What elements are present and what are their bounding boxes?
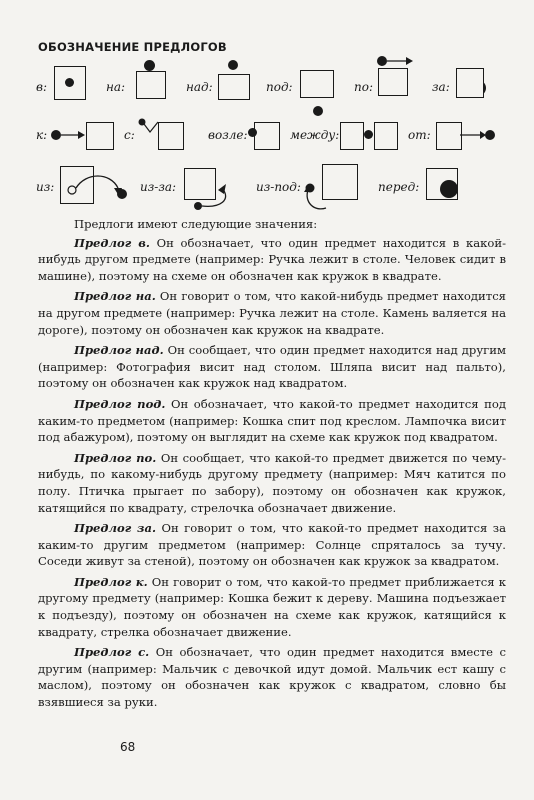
paragraph-body: Он обозначает, что один предмет находится вместе с другим (например: Мальчик с девочкой идут домой. Мальчик ест кашу с маслом), поэтому он обозначен как кружок с квадратом, словно бы взявшиеся за руки. <box>38 645 506 710</box>
diagram-na <box>106 60 166 110</box>
diagram-po <box>354 54 414 104</box>
square-icon <box>322 164 358 200</box>
paragraph-body: Он сообщает, что какой-то предмет движется по чему-нибудь, по какому-нибудь другому предмету (например: Мяч катится по полу. Птичка прыгает по забору), поэтому он обозначен как кружок, катящийся по квадрату, стрелочка обозначает движение. <box>38 450 506 515</box>
paragraph-body: Он сообщает, что один предмет находится над другим (например: Фотография висит над столом. Шляпа висит над пальто), поэтому он обозначен как кружок над квадратом. <box>38 343 506 391</box>
diagram-pod-label: под: <box>266 80 293 94</box>
square-icon <box>374 122 398 150</box>
square-icon <box>300 70 334 98</box>
diagram-mezhdu-label: между: <box>290 128 340 142</box>
preposition-diagrams <box>0 0 534 215</box>
page-heading: ОБОЗНАЧЕНИЕ ПРЕДЛОГОВ <box>38 40 227 54</box>
square-icon <box>254 122 280 150</box>
square-icon <box>378 68 408 96</box>
paragraph-term: Предлог к. <box>74 574 148 589</box>
diagram-nad-label: над: <box>186 80 213 94</box>
curved-arrow-icon <box>62 168 130 204</box>
diagram-mezhdu <box>290 118 402 168</box>
circle-icon <box>313 106 323 116</box>
diagram-iz-label: из: <box>36 180 55 194</box>
arrow-right-icon <box>50 128 86 142</box>
diagram-k-label: к: <box>36 128 48 142</box>
circle-icon <box>65 78 74 87</box>
diagram-ot-label: от: <box>408 128 431 142</box>
paragraph-k <box>38 574 506 640</box>
intro-line: Предлоги имеют следующие значения: <box>74 217 318 231</box>
diagram-iz <box>36 166 136 216</box>
diagram-pered <box>378 166 478 216</box>
paragraph-body: Он обозначает, что какой-то предмет находится под каким-то предметом (например: Кошка спит под креслом. Лампочка висит под абажуром), поэтому он выглядит на схеме как кружок под квадратом. <box>38 396 506 445</box>
circle-icon <box>144 60 155 71</box>
diagram-iz-za <box>140 166 240 216</box>
paragraph-body: Он говорит о том, что какой-то предмет находится за каким-то другим предметом (например: Солнце спряталось за тучу. Соседи живут за стеной), поэтому он обозначен как кружок за квадратом. <box>38 521 506 569</box>
diagram-s <box>124 116 194 166</box>
explanation-text <box>38 216 506 715</box>
diagram-nad <box>186 60 256 110</box>
square-icon <box>136 71 166 99</box>
diagram-na-label: на: <box>106 80 126 94</box>
diagram-pered-label: перед: <box>378 180 420 194</box>
square-icon <box>436 122 462 150</box>
diagram-pod <box>266 66 336 116</box>
diagram-s-label: с: <box>124 128 135 142</box>
diagram-v <box>36 66 86 116</box>
paragraph-nad <box>38 342 506 392</box>
paragraph-term: Предлог в. <box>74 235 150 250</box>
page-number: 68 <box>120 740 136 754</box>
diagram-za-label: за: <box>432 80 450 94</box>
diagram-ot <box>408 118 498 168</box>
paragraph-term: Предлог на. <box>74 289 156 304</box>
diagram-po-label: по: <box>354 80 373 94</box>
paragraph-term: Предлог над. <box>74 343 164 358</box>
diagram-iz-za-label: из-за: <box>140 180 177 194</box>
paragraph-term: Предлог по. <box>74 450 157 465</box>
paragraph-term: Предлог за. <box>74 521 156 536</box>
paragraph-term: Предлог под. <box>74 396 166 411</box>
diagram-za <box>432 66 492 116</box>
paragraph-pod <box>38 396 506 446</box>
circle-icon <box>228 60 238 70</box>
paragraph-s <box>38 644 506 710</box>
arrow-right-icon <box>376 54 414 68</box>
paragraph-body: Он говорит о том, что какой-нибудь предмет находится на другом предмете (например: Ручка лежит на столе. Камень валяется на дороге), поэтому он обозначен как кружок на квадрате. <box>38 289 506 337</box>
diagram-v-label: в: <box>36 80 48 94</box>
paragraph-body: Он говорит о том, что какой-то предмет приближается к другому предмету (например: Кошка бежит к дереву. Машина подъезжает к подъезду), поэтому он обозначен на схеме как кружок, катящийся к квадрату, стрелка обозначает движение. <box>38 574 506 639</box>
paragraph-body: Он обозначает, что один предмет находится в какой-нибудь другом предмете (например: Ручка лежит в столе. Человек сидит в машине), поэтому на схеме он обозначен как кружок в квадрате. <box>38 235 506 283</box>
paragraph-po <box>38 450 506 516</box>
square-icon <box>158 122 184 150</box>
paragraph-term: Предлог с. <box>74 645 150 660</box>
curved-arrow-icon <box>186 180 238 212</box>
square-icon <box>456 68 484 98</box>
arrow-right-icon <box>460 128 496 142</box>
circle-icon <box>440 180 458 198</box>
square-icon <box>86 122 114 150</box>
diagram-iz-pod-label: из-под: <box>256 180 301 194</box>
diagram-vozle-label: возле: <box>208 128 248 142</box>
paragraph-na <box>38 288 506 338</box>
diagram-vozle <box>208 118 278 168</box>
square-icon <box>340 122 364 150</box>
circle-icon <box>364 130 373 139</box>
paragraph-za <box>38 520 506 570</box>
diagram-k <box>36 118 116 168</box>
diagram-iz-pod <box>256 164 366 214</box>
square-icon <box>218 74 250 100</box>
paragraph-v <box>38 235 506 285</box>
